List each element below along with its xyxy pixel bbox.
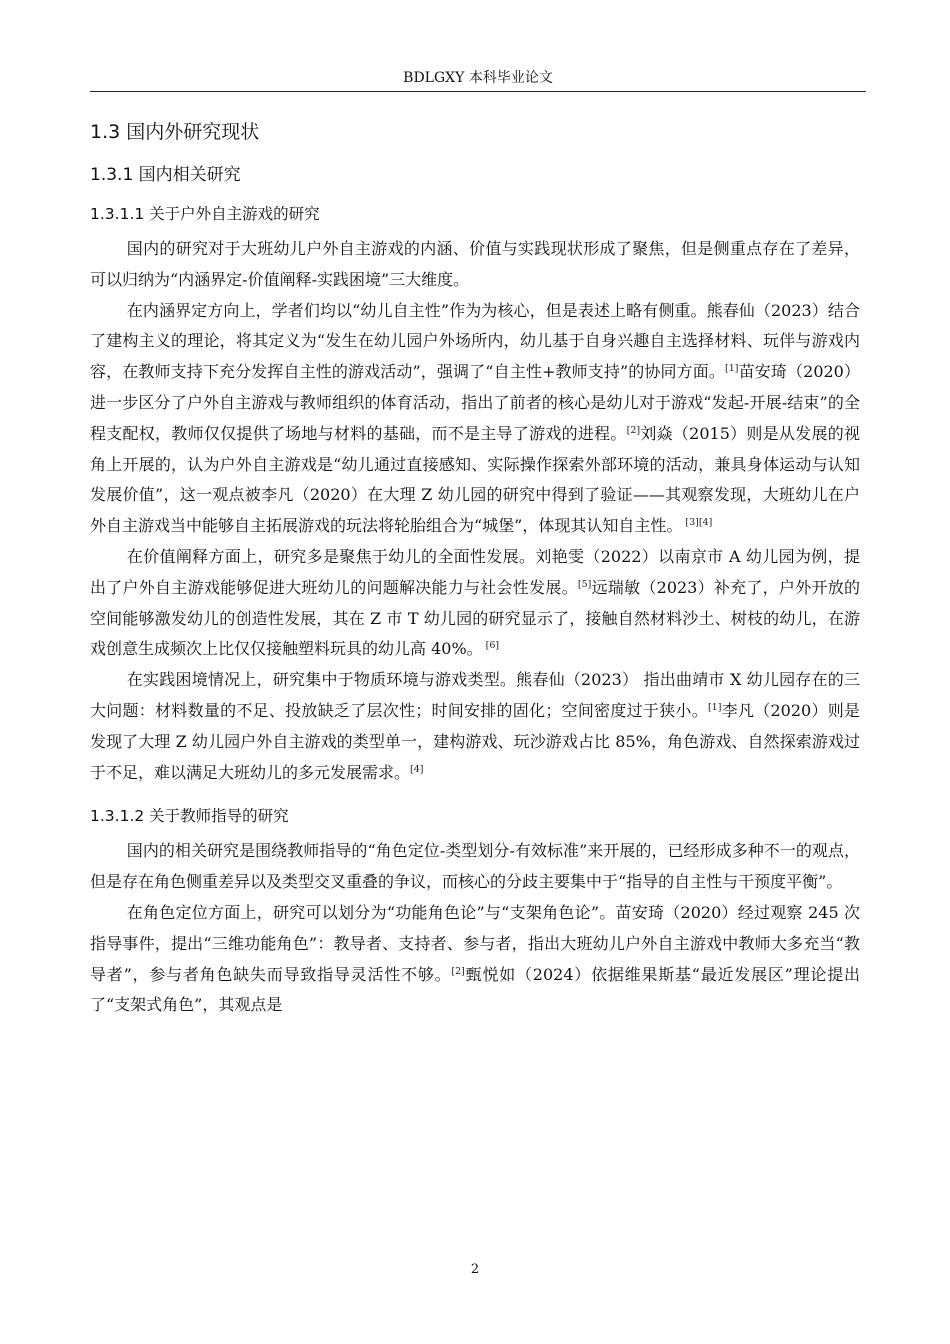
paragraph-text: 苗安琦（2020）进一步区分了户外自主游戏与教师组织的体育活动，指出了前者的核心是幼儿对于游戏“发起-开展-结束”的全程支配权，教师仅仅提供了场地与材料的基础，而不是主导了游戏的进程。 bbox=[90, 362, 860, 443]
subsubsection-heading-teacher-guidance: 1.3.1.2 关于教师指导的研究 bbox=[90, 807, 289, 826]
page-number: 2 bbox=[470, 1262, 480, 1277]
paragraph-text: 国内的相关研究是围绕教师指导的“角色定位-类型划分-有效标准”来开展的，已经形成多种不一的观点，但是存在角色侧重差异以及类型交叉重叠的争议，而核心的分歧主要集中于“指导的自主性与干预度平衡”。 bbox=[90, 841, 860, 892]
section-heading: 1.3 国内外研究现状 bbox=[90, 121, 260, 143]
header-rule bbox=[90, 91, 866, 92]
paragraph-text: 李凡（2020）则是发现了大理 Z 幼儿园户外自主游戏的类型单一，建构游戏、玩沙游戏占比 85%，角色游戏、自然探索游戏过于不足，难以满足大班幼儿的多元发展需求。 bbox=[90, 700, 860, 782]
citation: [2] bbox=[451, 965, 465, 977]
page-body bbox=[90, 112, 860, 1021]
paragraph-text: 甄悦如（2024）依据维果斯基“最近发展区”理论提出了“支架式角色”，其观点是 bbox=[90, 964, 860, 1015]
citation: [5] bbox=[577, 578, 592, 590]
citation: [6] bbox=[482, 640, 500, 652]
paragraph bbox=[90, 542, 860, 665]
paragraph-text: 在价值阐释方面上，研究多是聚焦于幼儿的全面性发展。刘艳雯（2022）以南京市 A 幼儿园为例，提出了户外自主游戏能够促进大班幼儿的问题解决能力与社会性发展。 bbox=[90, 546, 860, 597]
paragraph-text: 远瑞敏（2023）补充了，户外开放的空间能够激发幼儿的创造性发展，其在 Z 市 T 幼儿园的研究显示了，接触自然材料沙土、树枝的幼儿，在游戏创意生成频次上比仅仅接触塑料玩具的幼儿高 40%。 bbox=[90, 577, 860, 659]
paragraph-text: 在实践困境情况上，研究集中于物质环境与游戏类型。熊春仙（2023） 指出曲靖市 X 幼儿园存在的三大问题：材料数量的不足、投放缺乏了层次性；时间安排的固化；空间密度过于狭小。 bbox=[90, 670, 860, 720]
paragraph bbox=[90, 296, 860, 542]
citation: [1] bbox=[725, 363, 739, 375]
paragraph-text: 在内涵界定方向上，学者们均以“幼儿自主性”作为为核心，但是表述上略有侧重。熊春仙（2023）结合了建构主义的理论，将其定义为“发生在幼儿园户外场所内，幼儿基于自身兴趣自主选择材料、玩伴与游戏内容，在教师支持下充分发挥自主性的游戏活动”，强调了“自主性+教师支持”的协同方面。 bbox=[90, 300, 860, 382]
paragraph bbox=[90, 836, 860, 898]
paragraph-text: 在角色定位方面上，研究可以划分为“功能角色论”与“支架角色论”。苗安琦（2020）经过观察 245 次指导事件，提出“三维功能角色”：教导者、支持者、参与者，指出大班幼儿户外自主游戏中教师大多充当“教导者”，参与者角色缺失而导致指导灵活性不够。 bbox=[90, 902, 860, 984]
subsubsection-heading-outdoor-games: 1.3.1.1 关于户外自主游戏的研究 bbox=[90, 205, 320, 223]
subsection-heading: 1.3.1 国内相关研究 bbox=[90, 165, 241, 185]
citation: [2] bbox=[626, 424, 641, 436]
citation: [3][4] bbox=[682, 517, 713, 529]
paragraph bbox=[90, 234, 860, 296]
running-header: BDLGXY 本科毕业论文 bbox=[403, 70, 553, 86]
paragraph-text: 刘焱（2015）则是从发展的视角上开展的，认为户外自主游戏是“幼儿通过直接感知、实际操作探索外部环境的活动，兼具身体运动与认知发展价值”，这一观点被李凡（2020）在大理 Z 幼儿园的研究中得到了验证——其观察发现，大班幼儿在户外自主游戏当中能够自主拓展游戏的玩法将轮胎组合为“城堡”，体现其认知自主性。 bbox=[90, 423, 860, 536]
paragraph bbox=[90, 898, 860, 1021]
paragraph-text: 国内的研究对于大班幼儿户外自主游戏的内涵、价值与实践现状形成了聚焦，但是侧重点存在了差异，可以归纳为“内涵界定-价值阐释-实践困境”三大维度。 bbox=[90, 239, 860, 289]
citation: [1] bbox=[707, 701, 722, 713]
citation: [4] bbox=[410, 763, 424, 775]
paragraph bbox=[90, 665, 860, 788]
